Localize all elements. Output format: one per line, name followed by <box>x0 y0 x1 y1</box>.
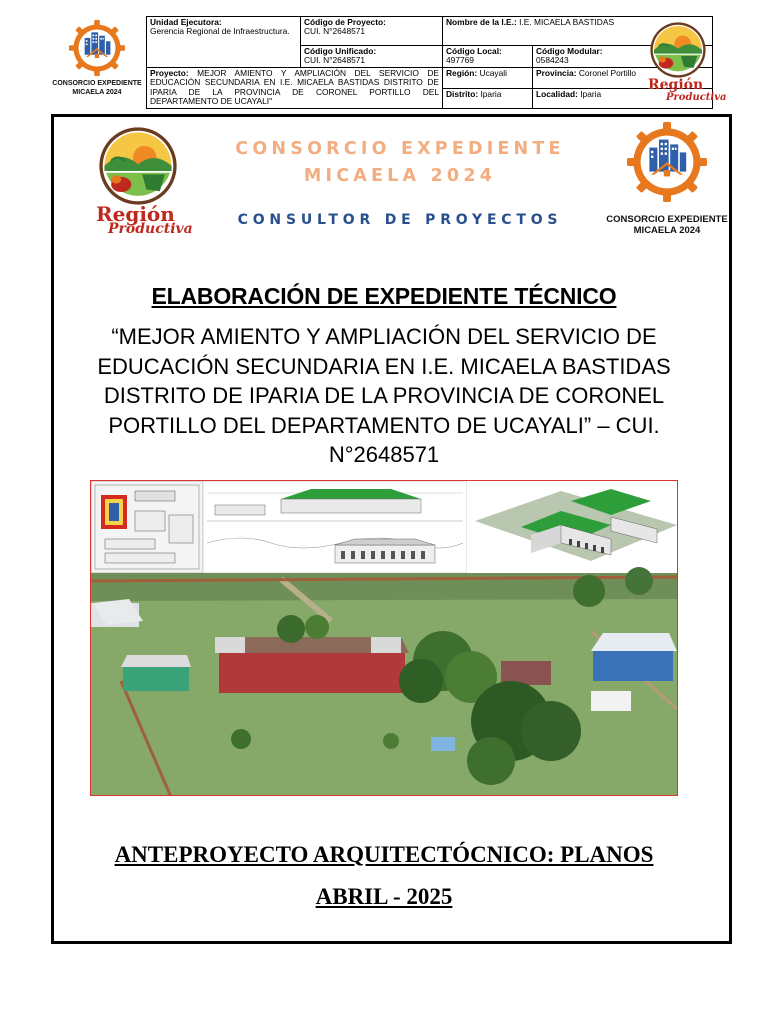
floor-plan-drawing <box>91 481 203 573</box>
proyecto-label: Proyecto: <box>150 68 189 78</box>
codigo-unificado-cell <box>301 46 443 68</box>
document-main-title: ELABORACIÓN DE EXPEDIENTE TÉCNICO <box>151 283 617 309</box>
localidad-label: Localidad: <box>536 89 578 100</box>
consorcio-logo-header <box>52 18 142 108</box>
nombre-ie-value: I.E. MICAELA BASTIDAS <box>519 17 615 27</box>
consorcio-logo-line2: MICAELA 2024 <box>72 89 122 96</box>
region-logo-word: Región <box>648 77 704 93</box>
region-productiva-logo <box>88 124 193 240</box>
project-info-table <box>146 16 713 109</box>
codigo-unificado-label: Código Unificado: <box>304 46 377 56</box>
localidad-value: Iparia <box>580 89 602 100</box>
consorcio-gear-large-icon <box>627 122 707 202</box>
codigo-modular-label: Código Modular: <box>536 46 603 56</box>
productiva-logo-word: Productiva <box>666 92 727 103</box>
codigo-proyecto-value: CUI. N°2648571 <box>304 26 366 37</box>
region-value: Ucayali <box>479 68 507 78</box>
region-emblem-icon <box>648 20 708 80</box>
proyecto-cell <box>147 68 443 109</box>
distrito-cell <box>443 89 533 108</box>
consorcio-logo-large-line2: MICAELA 2024 <box>633 225 701 236</box>
distrito-value: Iparia <box>480 89 502 100</box>
codigo-unificado-value: CUI. N°2648571 <box>304 55 366 66</box>
consorcio-gear-icon <box>69 20 125 76</box>
project-site-image <box>90 480 678 796</box>
consorcio-title-line2: MICAELA 2024 <box>303 166 497 186</box>
project-description: “MEJOR AMIENTO Y AMPLIACIÓN DEL SERVICIO DE EDUCACIÓN SECUNDARIA EN I.E. MICAELA BASTIDAS DISTRITO DE IPARIA DE LA PROVINCIA DE CORONEL PORTILLO DEL DEPARTAMENTO DE UCAYALI” – CUI. N°2648571 <box>97 324 671 467</box>
consorcio-title-line1: CONSORCIO EXPEDIENTE <box>235 139 565 159</box>
consultor-subtitle: CONSULTOR DE PROYECTOS <box>237 212 563 228</box>
region-cell <box>443 68 533 89</box>
provincia-label: Provincia: <box>536 68 577 78</box>
unidad-ejecutora-value: Gerencia Regional de Infraestructura. <box>150 26 290 37</box>
codigo-local-value: 497769 <box>446 55 474 66</box>
cover-illustration <box>91 481 678 796</box>
consorcio-logo <box>604 122 730 242</box>
region-emblem-large-icon <box>96 124 180 208</box>
consorcio-logo-line1: CONSORCIO EXPEDIENTE <box>52 80 142 87</box>
codigo-local-cell <box>443 46 533 68</box>
distrito-label: Distrito: <box>446 89 479 100</box>
codigo-proyecto-cell <box>301 17 443 46</box>
nombre-ie-label: Nombre de la I.E.: <box>446 17 517 27</box>
productiva-word: Productiva <box>108 221 193 237</box>
codigo-proyecto-label: Código de Proyecto: <box>304 17 386 27</box>
unidad-ejecutora-label: Unidad Ejecutora: <box>150 17 222 27</box>
consorcio-logo-large-line1: CONSORCIO EXPEDIENTE <box>606 214 728 225</box>
document-date: ABRIL - 2025 <box>315 884 453 909</box>
codigo-modular-value: 0584243 <box>536 55 569 66</box>
elevation-drawing <box>203 481 467 573</box>
provincia-value: Coronel Portillo <box>578 68 637 78</box>
unidad-ejecutora-cell <box>147 17 301 68</box>
3d-render-drawing <box>467 481 678 573</box>
document-type-heading: ANTEPROYECTO ARQUITECTÓCNICO: PLANOS <box>114 842 654 867</box>
proyecto-value: MEJOR AMIENTO Y AMPLIACIÓN DEL SERVICIO DE EDUCACIÓN SECUNDARIA EN I.E. MICAELA BASTIDAS DISTRITO DE IPARIA DE LA PROVINCIA DE CORONEL PORTILLO DEL DEPARTAMENTO DE UCAYALI" <box>150 68 440 107</box>
region-word: Región <box>96 202 175 226</box>
codigo-local-label: Código Local: <box>446 46 502 56</box>
region-productiva-logo-header <box>640 18 727 108</box>
region-label: Región: <box>446 68 478 78</box>
aerial-photo <box>91 567 678 796</box>
consorcio-title <box>185 136 615 190</box>
